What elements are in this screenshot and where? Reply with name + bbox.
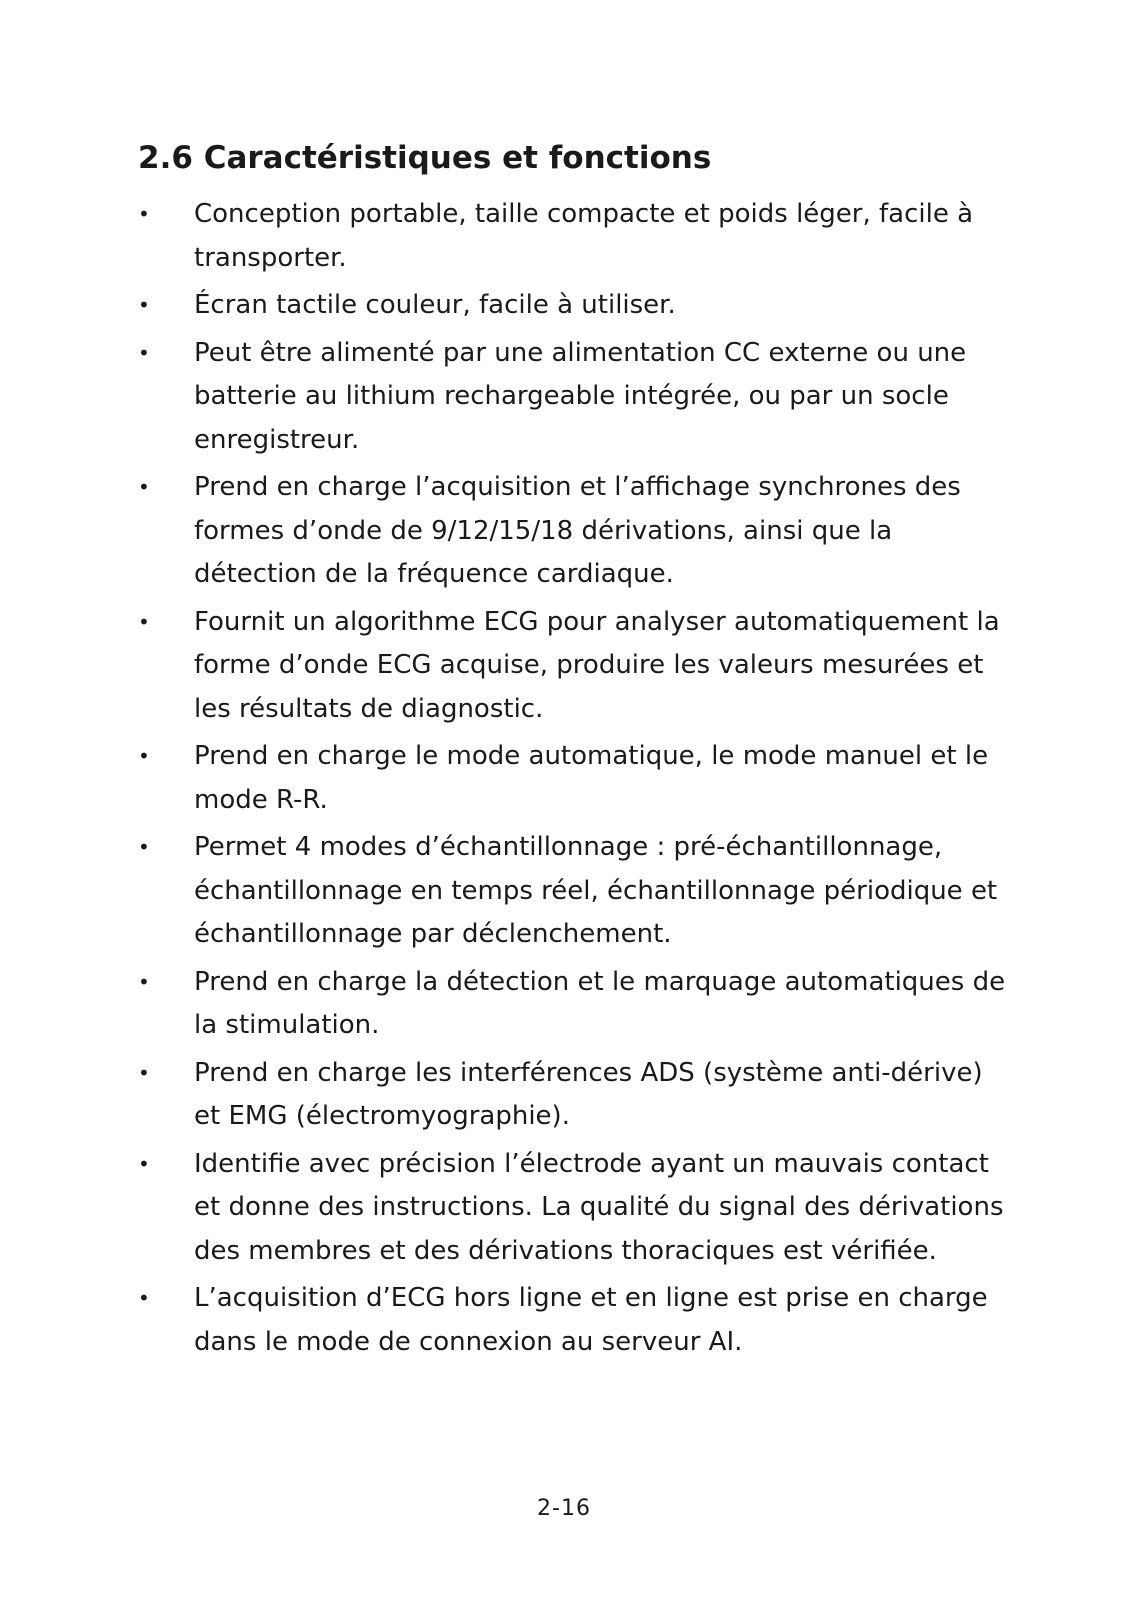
bullet-icon: • (138, 744, 150, 768)
feature-item (138, 466, 1008, 597)
feature-text: Conception portable, taille compacte et poids léger, facile à transporter. (194, 199, 974, 273)
feature-text: Identifie avec précision l’électrode ayant un mauvais contact et donne des instructions. La qualité du signal des dérivations des membres et des dérivations thoraciques est vérifiée. (194, 1148, 1004, 1266)
bullet-icon: • (138, 293, 150, 317)
feature-text: Prend en charge la détection et le marquage automatiques de la stimulation. (194, 966, 1006, 1040)
bullet-icon: • (138, 475, 150, 499)
feature-list (138, 193, 1008, 1368)
feature-text: Prend en charge le mode automatique, le mode manuel et le mode R-R. (194, 741, 989, 815)
feature-text: Écran tactile couleur, facile à utiliser. (194, 290, 676, 320)
feature-text: Prend en charge l’acquisition et l’affichage synchrones des formes d’onde de 9/12/15/18 dérivations, ainsi que la détection de la fréquence cardiaque. (194, 472, 961, 589)
bullet-icon: • (138, 969, 150, 994)
bullet-icon: • (138, 202, 150, 226)
bullet-icon: • (138, 609, 150, 634)
page-number: 2-16 (537, 1496, 591, 1521)
feature-text: Peut être alimenté par une alimentation CC externe ou une batterie au lithium rechargeable intégrée, ou par un socle enregistreur. (194, 337, 967, 455)
feature-text: Permet 4 modes d’échantillonnage : pré-échantillonnage, échantillonnage en temps réel, échantillonnage périodique et échantillonnage par déclenchement. (194, 832, 998, 949)
feature-item (138, 1143, 1008, 1274)
feature-text: Prend en charge les interférences ADS (système anti-dérive) et EMG (électromyographie). (194, 1057, 983, 1131)
feature-item (138, 826, 1008, 957)
feature-item (138, 601, 1008, 732)
section-title: 2.6 Caractéristiques et fonctions (138, 140, 712, 176)
feature-item (138, 961, 1008, 1048)
feature-text: Fournit un algorithme ECG pour analyser automatiquement la forme d’onde ECG acquise, produire les valeurs mesurées et les résultats de diagnostic. (194, 606, 1000, 724)
feature-text: L’acquisition d’ECG hors ligne et en ligne est prise en charge dans le mode de connexion au serveur AI. (194, 1283, 988, 1357)
feature-item (138, 332, 1008, 463)
feature-item (138, 735, 1008, 822)
feature-item (138, 193, 1008, 280)
bullet-icon: • (138, 835, 150, 859)
feature-item (138, 1277, 1008, 1364)
bullet-icon: • (138, 1151, 150, 1176)
feature-item (138, 1052, 1008, 1139)
bullet-icon: • (138, 1286, 150, 1310)
bullet-icon: • (138, 340, 150, 365)
bullet-icon: • (138, 1060, 150, 1085)
feature-item (138, 284, 1008, 328)
